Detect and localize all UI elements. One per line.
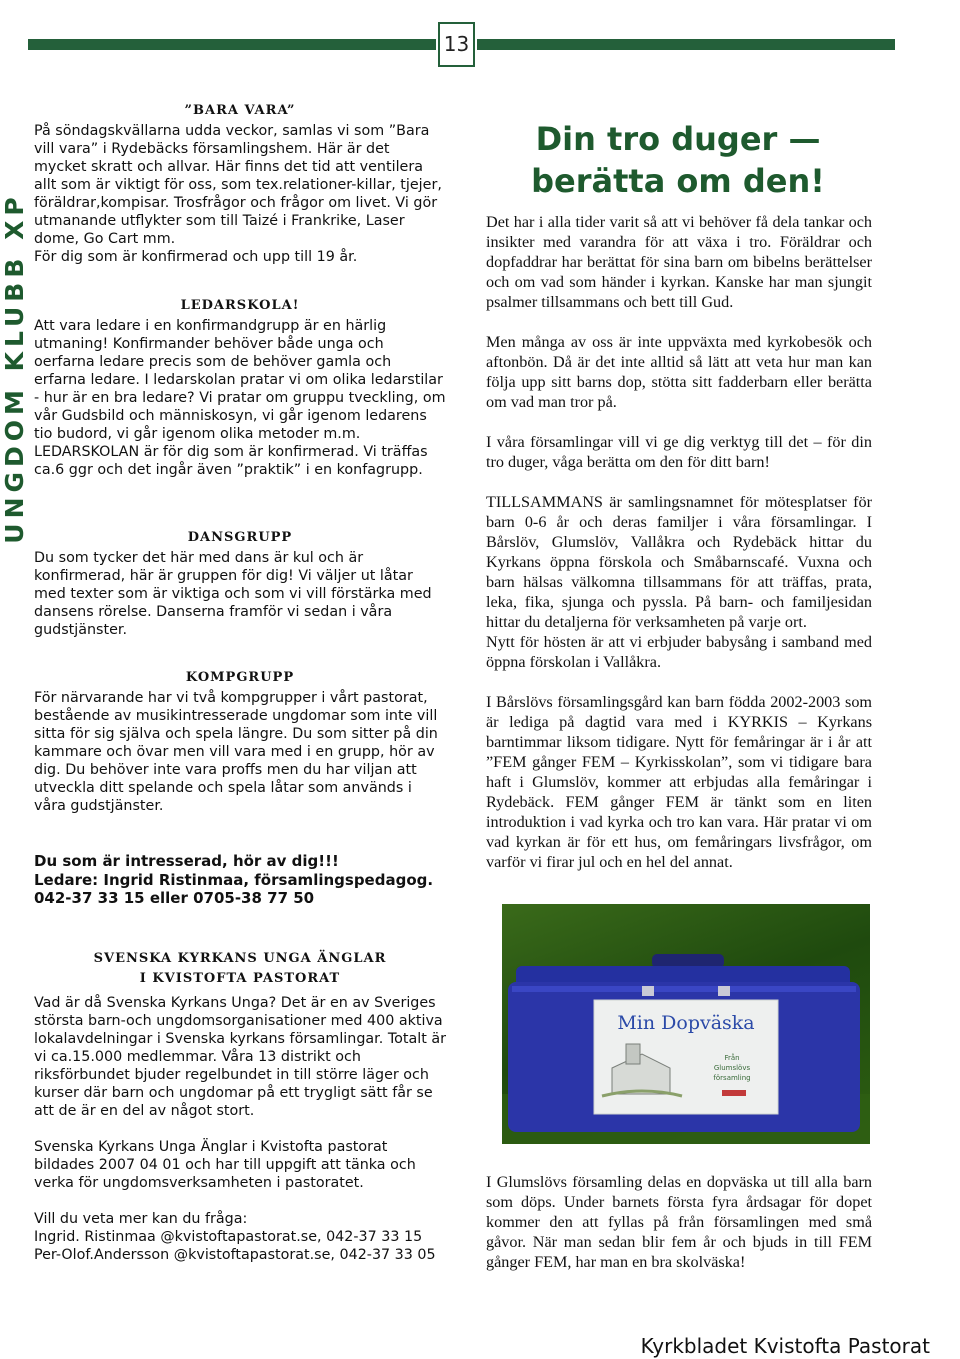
contact-line-3: 042-37 33 15 eller 0705-38 77 50 xyxy=(34,889,315,907)
right-column-title xyxy=(486,118,870,202)
babysang-paragraph: Nytt för hösten är att vi erbjuder babysång i samband med öppna förskolan i Vallåkra. xyxy=(486,633,872,671)
kyrkis-paragraph: I Bårslövs församlingsgård kan barn födda 2002-2003 som är lediga på dagtid vara med i KYRKIS – Kyrkans barntimmar liksom tidigare. Nytt för femåringar är i år att ”FEM gånger FEM – Kyrkisskolan”, som vi tidigare bara haft i Glumslöv, kommer att erbjudas alla femåringar i Rydebäck. FEM gånger FEM är tänkt som en liten introduktion i vad kyrka och tro kan vara. Här pratar vi om vad kyrkan är för ett hus, om femåringars livsfrågor, om varför vi firar jul och en hel del annat. xyxy=(486,693,872,871)
dansgrupp-section xyxy=(34,529,446,639)
right-article-body xyxy=(486,212,872,892)
svenska-kyrkan-section xyxy=(34,950,446,1264)
svenska-heading-line-2: I KVISTOFTA PASTORAT xyxy=(139,971,341,986)
side-section-label: UNGDOM KLUBB XP xyxy=(0,192,29,544)
svenska-paragraph-1: Vad är då Svenska Kyrkans Unga? Det är en av Sveriges största barn-och ungdomsorganisationer med 400 aktiva lokalavdelningar i Svenska kyrkans församlingar. Totalt är vi ca.15.000 medlemmar. Våra 13 distrikt och riksförbundet bjuder regelbundet in till större läger och kurser där barn och ungdomar på ett trygligt sätt får se att de är en del av något stort. xyxy=(34,995,447,1119)
right-paragraph-1: Det har i alla tider varit så att vi behöver få dela tankar och insikter med varandra för att växa i tro. Föräldrar och dopfaddrar har berättat för sina barn om bibelns berättelser och om vad som händer i kyrkan. Kanske har man sjungit psalmer tillsammans och bett till Gud. xyxy=(486,213,872,311)
header-rule-right xyxy=(477,39,895,50)
page-number: 13 xyxy=(438,22,475,67)
dansgrupp-body: Du som tycker det här med dans är kul och är konfirmerad, här är gruppen för dig! Vi väljer ut låtar med texter som är viktiga och som vi vill förstärka med dansens rörelse. Danserna framför vi sedan i våra gudstjänster. xyxy=(34,550,432,638)
svenska-heading-line-1: SVENSKA KYRKANS UNGA ÄNGLAR xyxy=(93,951,387,966)
footer-publication-name: Kyrkbladet Kvistofta Pastorat xyxy=(640,1334,930,1358)
suitcase-illustration xyxy=(502,904,870,1144)
kompgrupp-body: För närvarande har vi två kompgrupper i vårt pastorat, bestående av musikintresserade ungdomar som inte vill sitta för sig själva och spela längre. Du som sitter på din kammare och övar men vill vara med i en grupp, hör av dig. Du behöver inte vara proffs men du har viljan att utveckla ditt spelande och spela låtar som används i våra gudstjänster. xyxy=(34,690,438,814)
right-paragraph-3: I våra församlingar vill vi ge dig verktyg till det – för din tro duger, våga berätta om den för ditt barn! xyxy=(486,433,872,471)
kompgrupp-section xyxy=(34,669,446,815)
contact-block xyxy=(34,852,454,908)
bara-vara-extra: För dig som är konfirmerad och upp till 19 år. xyxy=(34,249,358,265)
photo-caption: I Glumslövs församling delas en dopväska ut till alla barn som döps. Under barnets första fyra årdsagar för dopet kommer den att fyllas på från församlingen med små gåvor. När man sedan blir fem år och bjuds in till FEM gånger FEM, har man en bra skolväska! xyxy=(486,1173,872,1271)
ledarskola-section xyxy=(34,297,446,479)
tillsammans-paragraph: TILLSAMMANS är samlingsnamnet för mötesplatser för barn 0-6 år och deras familjer i våra församlingar. I Bårslöv, Glumslöv, Vallåkra och Rydebäck hittar du Kyrkans öppna förskola och Småbarnscafé. Vuxna och barn hälsas välkomna tillsammans för att träffas, prata, leka, fika, sjunga och pyssla. På barn- och familjesidan hittar du detaljerna för verksamheten på varje ort. xyxy=(486,493,872,631)
suitcase-label-small-3: församling xyxy=(713,1074,751,1082)
ledarskola-heading: LEDARSKOLA! xyxy=(180,298,300,313)
bara-vara-section xyxy=(34,102,446,266)
suitcase-label-title: Min Dopväska xyxy=(617,1012,755,1034)
title-line-1: Din tro duger — xyxy=(535,120,821,158)
dopvaska-photo xyxy=(502,904,870,1144)
svenska-ask-line: Vill du veta mer kan du fråga: xyxy=(34,1211,248,1227)
right-paragraph-2: Men många av oss är inte uppväxta med kyrkobesök och aftonbön. Då är det inte alltid så lätt att veta hur man kan följa upp sitt barns dop, stötta sitt fadderbarn eller berätta om vad man tror på. xyxy=(486,333,872,411)
bara-vara-heading: ”BARA VARA” xyxy=(184,103,296,118)
svenska-contact-per-olof: Per-Olof.Andersson @kvistoftapastorat.se, 042-37 33 05 xyxy=(34,1247,436,1263)
suitcase-label-small-1: Från xyxy=(724,1054,740,1062)
ledarskola-body: Att vara ledare i en konfirmandgrupp är en härlig utmaning! Konfirmander behöver både unga och oerfarna ledare precis som de behöver gamla och erfarna ledare. I ledarskolan pratar vi om olika ledarstilar - hur är en bra ledare? Vi pratar om gruppu tveckling, om vår Gudsbild och människosyn, vi går igenom ledarens tio budord, vi går igenom olika metoder m.m. LEDARSKOLAN är för dig som är konfirmerad. Vi träffas ca.6 ggr och det ingår även ”praktik” i en konfagrupp. xyxy=(34,318,446,478)
kompgrupp-heading: KOMPGRUPP xyxy=(185,670,295,685)
contact-line-2: Ledare: Ingrid Ristinmaa, församlingspedagog. xyxy=(34,870,434,889)
bara-vara-body: På söndagskvällarna udda veckor, samlas vi som ”Bara vill vara” i Rydebäcks församlingshem. Här är det mycket skratt och allvar. Här finns det tid att ventilera allt som är viktigt för oss, som tex.relationer-killar, tjejer, föräldrar,kompisar. Trosfrågor och frågor om livet. Vi gör utmanande utflykter som till Taizé i Frankrike, Laser dome, Go Cart mm. xyxy=(34,123,442,247)
contact-line-1: Du som är intresserad, hör av dig!!! xyxy=(34,852,339,870)
header-rule-left xyxy=(28,39,436,50)
title-line-2: berätta om den! xyxy=(531,162,825,200)
svenska-contact-ingrid: Ingrid. Ristinmaa @kvistoftapastorat.se, 042-37 33 15 xyxy=(34,1229,423,1245)
suitcase-label-small-2: Glumslövs xyxy=(713,1064,751,1072)
svenska-paragraph-2: Svenska Kyrkans Unga Änglar i Kvistofta pastorat bildades 2007 04 01 och har till uppgift att tänka och verka för ungdomsverksamheten i pastoratet. xyxy=(34,1139,416,1191)
dansgrupp-heading: DANSGRUPP xyxy=(187,530,293,545)
